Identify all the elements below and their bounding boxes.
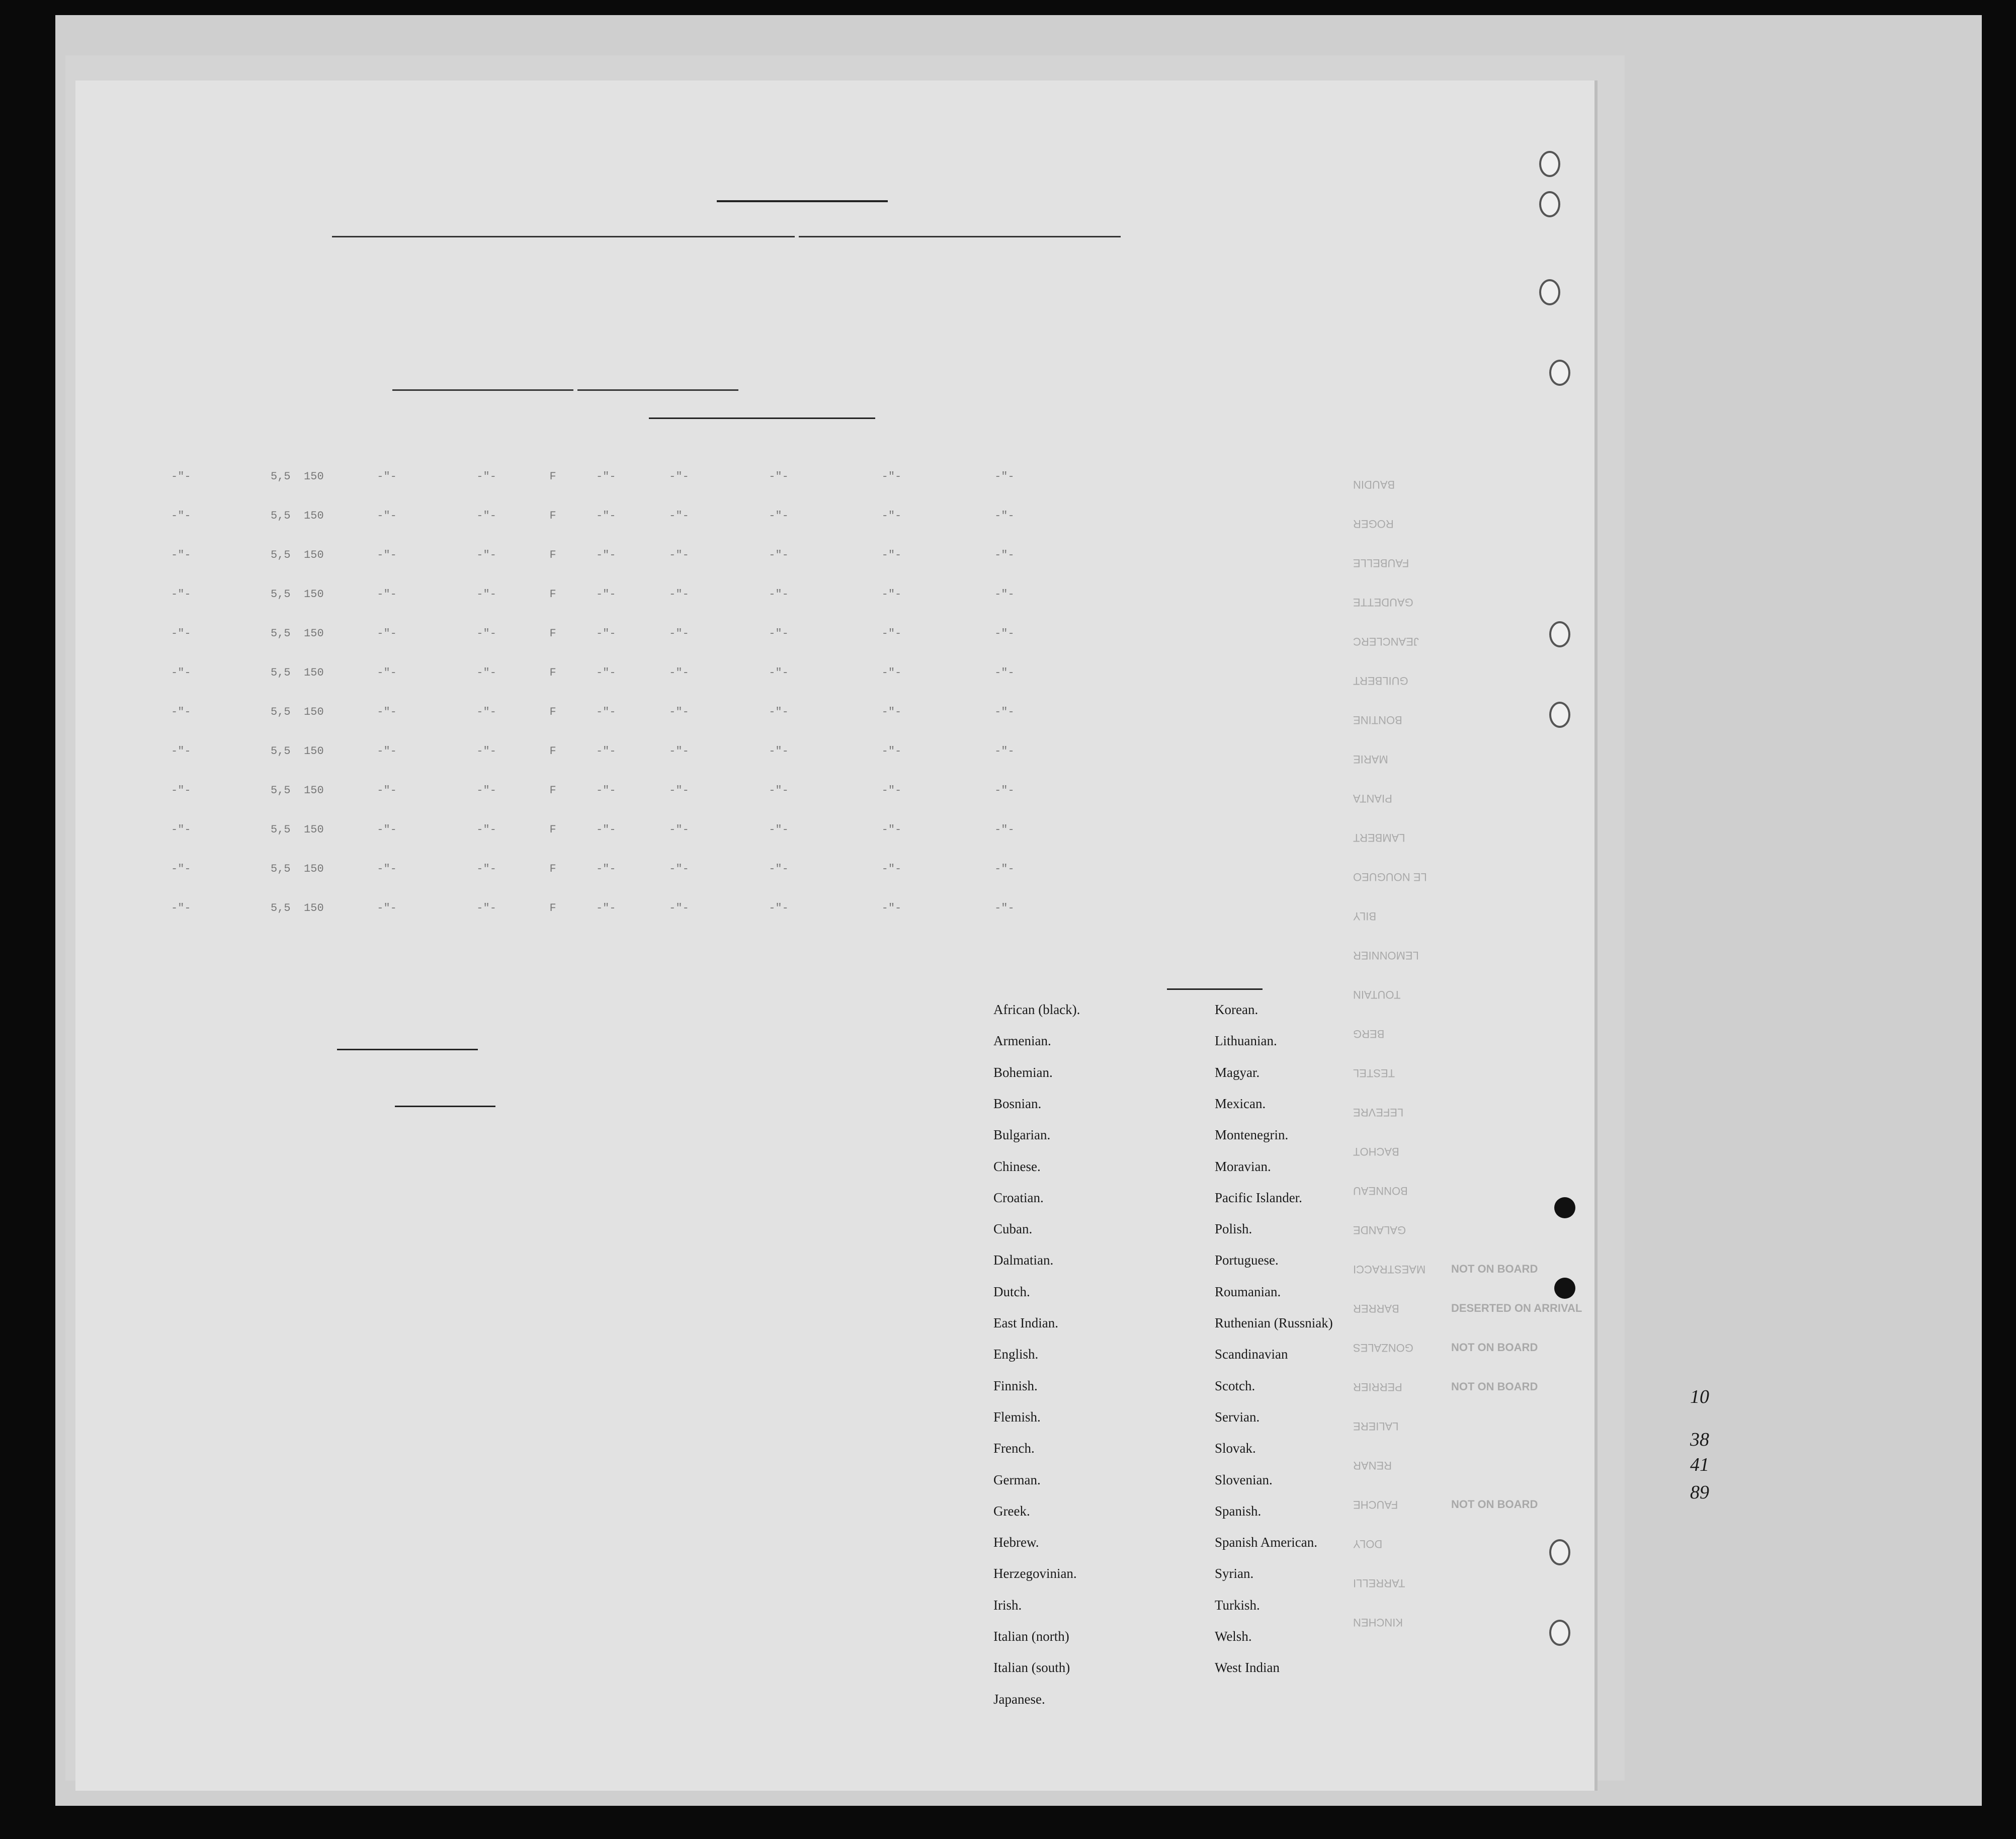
ghost-surname: TOUTAIN <box>1353 988 1401 1001</box>
binder-hole <box>1549 360 1570 386</box>
race-right-item: Syrian. <box>1215 1566 1254 1581</box>
race-right-item: Roumanian. <box>1215 1284 1281 1299</box>
race-left-item: Chinese. <box>993 1158 1041 1174</box>
ghost-row: -"- 5,5 150 -"- -"- F -"- -"- -"- -"- -"- <box>171 863 1015 875</box>
notice-rule <box>337 1049 478 1050</box>
front-sheet <box>75 80 1594 1791</box>
punched-hole <box>1554 1197 1575 1218</box>
race-left-item: Bohemian. <box>993 1064 1053 1080</box>
ghost-surname: LE NOUGUEO <box>1353 871 1427 883</box>
race-right-item: Pacific Islander. <box>1215 1190 1302 1205</box>
ghost-note: NOT ON BOARD <box>1451 1380 1538 1393</box>
race-right-item: Montenegrin. <box>1215 1127 1289 1143</box>
ghost-surname: MAESTRACCI <box>1353 1263 1426 1276</box>
ghost-surname: GAUDETTE <box>1353 596 1413 609</box>
ghost-row: -"- 5,5 150 -"- -"- F -"- -"- -"- -"- -"- <box>171 706 1015 718</box>
race-left-item: Irish. <box>993 1597 1022 1613</box>
ghost-surname: BILY <box>1353 910 1377 923</box>
ghost-surname: RENAR <box>1353 1459 1392 1472</box>
inspector-signature-line <box>649 417 875 419</box>
race-left-item: Greek. <box>993 1503 1030 1519</box>
binder-hole <box>1549 702 1570 728</box>
ghost-row: -"- 5,5 150 -"- -"- F -"- -"- -"- -"- -"- <box>171 510 1015 522</box>
ghost-row: -"- 5,5 150 -"- -"- F -"- -"- -"- -"- -"- <box>171 627 1015 640</box>
ghost-surname: GALANDE <box>1353 1224 1406 1236</box>
ghost-surname: DOLY <box>1353 1538 1383 1550</box>
month-blank <box>577 389 738 391</box>
race-right-item: Ruthenian (Russniak) <box>1215 1315 1333 1330</box>
ghost-surname: BERG <box>1353 1028 1385 1040</box>
ghost-surname: BAUDIN <box>1353 478 1395 491</box>
ghost-surname: BONTINE <box>1353 714 1402 726</box>
race-left-item: English. <box>993 1347 1039 1362</box>
ghost-surname: BACHOT <box>1353 1145 1399 1158</box>
race-right-item: Magyar. <box>1215 1064 1260 1080</box>
ghost-surname: GUILBERT <box>1353 675 1408 687</box>
ghost-surname: PIANTA <box>1353 792 1392 805</box>
ghost-surname: GONZALES <box>1353 1342 1413 1354</box>
race-left-item: Flemish. <box>993 1409 1041 1425</box>
race-left-item: Dalmatian. <box>993 1252 1054 1268</box>
race-left-item: Cuban. <box>993 1221 1033 1237</box>
race-right-item: Korean. <box>1215 1002 1258 1017</box>
ghost-row: -"- 5,5 150 -"- -"- F -"- -"- -"- -"- -"- <box>171 588 1015 601</box>
ghost-surname: BONNEAU <box>1353 1185 1408 1197</box>
extract1-rule <box>395 1106 495 1107</box>
total-value: 38 <box>1690 1429 1709 1450</box>
race-right-item: Turkish. <box>1215 1597 1260 1613</box>
total-value: 10 <box>1690 1386 1709 1407</box>
total-value: 89 <box>1690 1482 1709 1503</box>
race-right-item: Portuguese. <box>1215 1252 1279 1268</box>
race-left-item: African (black). <box>993 1002 1080 1017</box>
race-left-item: Japanese. <box>993 1691 1045 1707</box>
race-left-item: Armenian. <box>993 1033 1051 1049</box>
ghost-surname: TESTEL <box>1353 1067 1395 1079</box>
ghost-surname: LEMONNIER <box>1353 949 1419 962</box>
ghost-surname: BARRER <box>1353 1302 1399 1315</box>
race-right-item: Slovak. <box>1215 1441 1256 1456</box>
name-blank <box>332 236 795 237</box>
race-right-item: Polish. <box>1215 1221 1252 1237</box>
ghost-row: -"- 5,5 150 -"- -"- F -"- -"- -"- -"- -"- <box>171 823 1015 836</box>
ghost-note: DESERTED ON ARRIVAL <box>1451 1302 1582 1314</box>
race-right-item: Scandinavian <box>1215 1347 1288 1362</box>
extract2-text <box>148 1587 722 1616</box>
ghost-row: -"- 5,5 150 -"- -"- F -"- -"- -"- -"- -"- <box>171 745 1015 758</box>
binder-hole <box>1539 151 1560 177</box>
ghost-row: -"- 5,5 150 -"- -"- F -"- -"- -"- -"- -"- <box>171 784 1015 797</box>
affidavit-line1 <box>332 219 1121 237</box>
ghost-surname: ROGER <box>1353 518 1394 530</box>
race-left-item: Dutch. <box>993 1284 1030 1299</box>
race-right-item: West Indian <box>1215 1660 1280 1676</box>
race-right-item: Lithuanian. <box>1215 1033 1277 1049</box>
ghost-surname: PERRIER <box>1353 1381 1402 1393</box>
ghost-surname: KINCHEN <box>1353 1616 1403 1629</box>
race-right-item: Spanish. <box>1215 1503 1262 1519</box>
ghost-surname: JEANCLERC <box>1353 635 1419 648</box>
ghost-row: -"- 5,5 150 -"- -"- F -"- -"- -"- -"- -"- <box>171 902 1015 914</box>
race-left-item: Hebrew. <box>993 1535 1039 1550</box>
race-left-item: Finnish. <box>993 1378 1038 1393</box>
ghost-surname: LEFEVRE <box>1353 1106 1404 1119</box>
races-rule <box>1167 988 1263 990</box>
race-left-item: Bulgarian. <box>993 1127 1051 1143</box>
race-left-item: East Indian. <box>993 1315 1058 1330</box>
ghost-row: -"- 5,5 150 -"- -"- F -"- -"- -"- -"- -"- <box>171 666 1015 679</box>
race-right-item: Scotch. <box>1215 1378 1255 1393</box>
race-left-item: Croatian. <box>993 1190 1044 1205</box>
vessel-blank <box>799 236 1121 237</box>
binder-hole <box>1549 1539 1570 1565</box>
binder-hole <box>1539 279 1560 305</box>
ghost-row: -"- 5,5 150 -"- -"- F -"- -"- -"- -"- -"- <box>171 549 1015 561</box>
ghost-note: NOT ON BOARD <box>1451 1341 1538 1354</box>
total-value: 41 <box>1690 1454 1709 1475</box>
race-right-item: Welsh. <box>1215 1629 1252 1644</box>
ghost-surname: LALIERE <box>1353 1420 1399 1433</box>
punched-hole <box>1554 1278 1575 1299</box>
ghost-note: NOT ON BOARD <box>1451 1498 1538 1511</box>
race-left-item: German. <box>993 1472 1041 1487</box>
sworn-line <box>392 372 738 391</box>
binder-hole <box>1549 621 1570 647</box>
ghost-surname: LAMBERT <box>1353 831 1405 844</box>
ghost-note: NOT ON BOARD <box>1451 1263 1538 1275</box>
ghost-surname: FAUCHE <box>1353 1498 1398 1511</box>
race-left-item: French. <box>993 1441 1035 1456</box>
race-right-item: Mexican. <box>1215 1096 1266 1111</box>
race-right-item: Servian. <box>1215 1409 1260 1425</box>
ghost-surname: FAUBELLE <box>1353 557 1409 569</box>
race-right-item: Moravian. <box>1215 1158 1271 1174</box>
ghost-surname: TARRELLI <box>1353 1577 1405 1590</box>
binder-hole <box>1539 191 1560 217</box>
race-right-item: Slovenian. <box>1215 1472 1273 1487</box>
ghost-surname: MARIE <box>1353 753 1388 766</box>
race-right-item: Spanish American. <box>1215 1535 1317 1550</box>
day-blank <box>392 389 573 391</box>
race-left-item: Italian (south) <box>993 1660 1070 1676</box>
race-left-item: Italian (north) <box>993 1629 1069 1644</box>
binder-hole <box>1549 1620 1570 1646</box>
race-left-item: Bosnian. <box>993 1096 1042 1111</box>
ghost-row: -"- 5,5 150 -"- -"- F -"- -"- -"- -"- -"- <box>171 470 1015 483</box>
race-left-item: Herzegovinian. <box>993 1566 1077 1581</box>
title-rule <box>717 200 888 202</box>
